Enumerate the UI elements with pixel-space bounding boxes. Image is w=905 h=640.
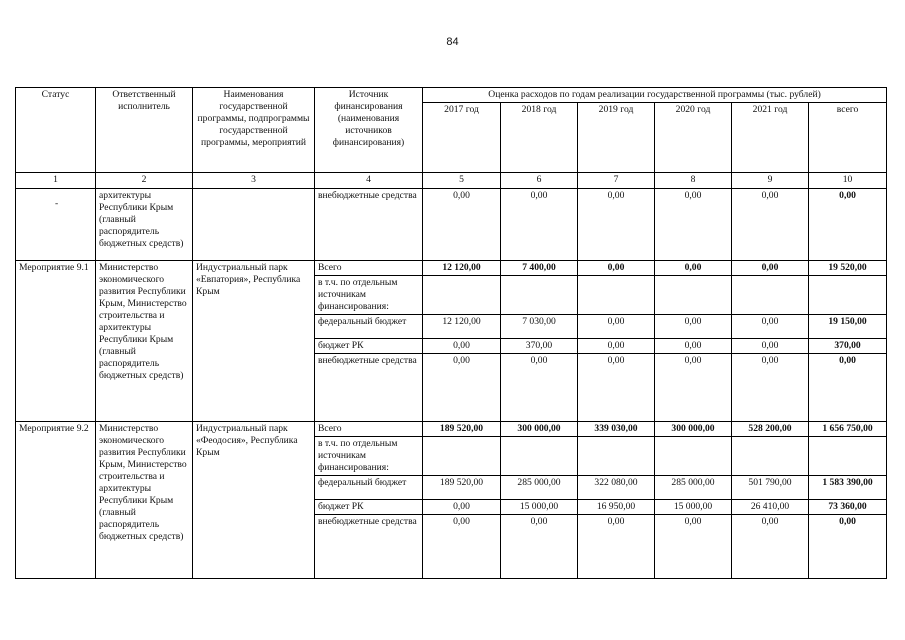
column-number: 1 (16, 173, 96, 189)
total-cell: 19 520,00 (809, 261, 887, 276)
value-cell: 0,00 (655, 515, 732, 579)
name-cell: Индустриальный парк «Феодосия», Республика Крым (193, 422, 315, 579)
source-cell: бюджет РК (315, 500, 423, 515)
total-cell: 19 150,00 (809, 315, 887, 339)
value-cell (732, 437, 809, 476)
value-cell: 285 000,00 (501, 476, 578, 500)
value-cell: 16 950,00 (578, 500, 655, 515)
value-cell: 0,00 (423, 500, 501, 515)
value-cell: 0,00 (423, 354, 501, 422)
total-cell: 0,00 (809, 354, 887, 422)
column-number: 5 (423, 173, 501, 189)
total-cell: 0,00 (809, 189, 887, 261)
source-cell: федеральный бюджет (315, 476, 423, 500)
value-cell: 501 790,00 (732, 476, 809, 500)
value-cell (578, 437, 655, 476)
value-cell: 15 000,00 (655, 500, 732, 515)
value-cell: 189 520,00 (423, 422, 501, 437)
value-cell: 0,00 (578, 261, 655, 276)
value-cell: 0,00 (732, 339, 809, 354)
name-cell: Индустриальный парк «Евпатория», Республика Крым (193, 261, 315, 422)
value-cell: 12 120,00 (423, 261, 501, 276)
executor-cell: Министерство экономического развития Республики Крым, Министерство строительства и архитектуры Республики Крым (главный распорядитель бюджетных средств) (96, 261, 193, 422)
header-estimate: Оценка расходов по годам реализации государственной программы (тыс. рублей) (423, 88, 887, 103)
value-cell: 26 410,00 (732, 500, 809, 515)
value-cell: 0,00 (655, 354, 732, 422)
value-cell (578, 276, 655, 315)
value-cell: 0,00 (501, 189, 578, 261)
value-cell: 528 200,00 (732, 422, 809, 437)
value-cell (423, 437, 501, 476)
total-cell: 0,00 (809, 515, 887, 579)
total-cell: 370,00 (809, 339, 887, 354)
table-row (16, 189, 887, 261)
header-name: Наименования государственной программы, подпрограммы государственной программы, мероприятий (193, 88, 315, 173)
value-cell: 0,00 (732, 261, 809, 276)
status-cell (16, 189, 96, 261)
value-cell: 0,00 (578, 354, 655, 422)
column-number: 2 (96, 173, 193, 189)
column-number: 9 (732, 173, 809, 189)
source-cell: внебюджетные средства (315, 354, 423, 422)
value-cell: 0,00 (655, 189, 732, 261)
value-cell: 0,00 (501, 354, 578, 422)
value-cell (655, 437, 732, 476)
header-total: всего (809, 103, 887, 173)
table-row (16, 261, 887, 276)
value-cell: 7 400,00 (501, 261, 578, 276)
value-cell: 0,00 (655, 339, 732, 354)
executor-cell: Министерство экономического развития Республики Крым, Министерство строительства и архитектуры Республики Крым (главный распорядитель бюджетных средств) (96, 422, 193, 579)
source-cell: в т.ч. по отдельным источникам финансирования: (315, 437, 423, 476)
column-number: 10 (809, 173, 887, 189)
header-executor: Ответственный исполнитель (96, 88, 193, 173)
stray-mark: - (55, 198, 59, 209)
value-cell: 0,00 (578, 515, 655, 579)
value-cell: 0,00 (578, 339, 655, 354)
value-cell: 370,00 (501, 339, 578, 354)
value-cell: 0,00 (578, 189, 655, 261)
status-cell: Мероприятие 9.1 (16, 261, 96, 422)
source-cell: в т.ч. по отдельным источникам финансирования: (315, 276, 423, 315)
total-cell (809, 437, 887, 476)
column-number: 8 (655, 173, 732, 189)
source-cell: федеральный бюджет (315, 315, 423, 339)
header-year: 2017 год (423, 103, 501, 173)
page-number: 84 (446, 36, 459, 48)
header-year: 2018 год (501, 103, 578, 173)
value-cell: 0,00 (423, 189, 501, 261)
value-cell: 339 030,00 (578, 422, 655, 437)
value-cell: 0,00 (655, 315, 732, 339)
value-cell: 300 000,00 (655, 422, 732, 437)
total-cell: 1 583 390,00 (809, 476, 887, 500)
value-cell: 189 520,00 (423, 476, 501, 500)
value-cell: 300 000,00 (501, 422, 578, 437)
executor-cell: архитектуры Республики Крым (главный распорядитель бюджетных средств) (96, 189, 193, 261)
header-status: Статус (16, 88, 96, 173)
status-cell: Мероприятие 9.2 (16, 422, 96, 579)
column-number-row (16, 173, 887, 189)
value-cell: 0,00 (732, 315, 809, 339)
value-cell: 15 000,00 (501, 500, 578, 515)
source-cell: внебюджетные средства (315, 189, 423, 261)
value-cell: 0,00 (423, 339, 501, 354)
value-cell: 12 120,00 (423, 315, 501, 339)
value-cell (655, 276, 732, 315)
value-cell (732, 276, 809, 315)
total-cell: 1 656 750,00 (809, 422, 887, 437)
value-cell: 0,00 (423, 515, 501, 579)
column-number: 7 (578, 173, 655, 189)
header-source: Источник финансирования (наименования источников финансирования) (315, 88, 423, 173)
header-year: 2019 год (578, 103, 655, 173)
value-cell: 0,00 (732, 189, 809, 261)
value-cell: 0,00 (501, 515, 578, 579)
source-cell: бюджет РК (315, 339, 423, 354)
value-cell: 0,00 (578, 315, 655, 339)
source-cell: внебюджетные средства (315, 515, 423, 579)
value-cell: 0,00 (655, 261, 732, 276)
value-cell: 0,00 (732, 515, 809, 579)
column-number: 4 (315, 173, 423, 189)
column-number: 6 (501, 173, 578, 189)
name-cell (193, 189, 315, 261)
value-cell: 285 000,00 (655, 476, 732, 500)
table-row (16, 422, 887, 437)
value-cell (501, 276, 578, 315)
total-cell: 73 360,00 (809, 500, 887, 515)
column-number: 3 (193, 173, 315, 189)
header-year: 2021 год (732, 103, 809, 173)
value-cell: 0,00 (732, 354, 809, 422)
value-cell (501, 437, 578, 476)
source-cell: Всего (315, 261, 423, 276)
total-cell (809, 276, 887, 315)
value-cell (423, 276, 501, 315)
value-cell: 7 030,00 (501, 315, 578, 339)
budget-table (15, 87, 887, 579)
header-year: 2020 год (655, 103, 732, 173)
value-cell: 322 080,00 (578, 476, 655, 500)
source-cell: Всего (315, 422, 423, 437)
